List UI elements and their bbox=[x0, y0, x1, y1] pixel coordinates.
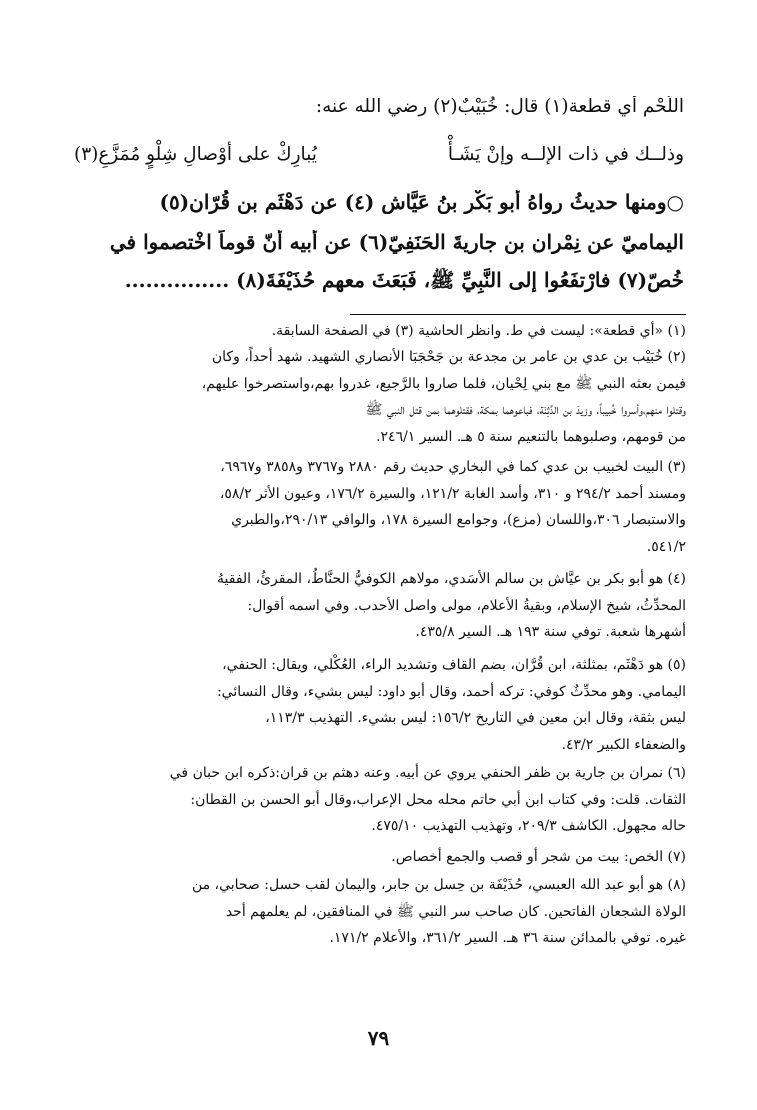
footnote-6: (٦) نمران بن جارية بن ظفر الحنفي يروي عن أبيه. وعنه دهثم بن قران:ذكره ابن حبان في الثقات. قلت: وفي كتاب ابن أبي حاتم محله محل الإعراب،وقال أبو الحسن بن القطان: حاله مجهول. الكاشف ٢٠٩/٣، وتهذيب التهذيب ٤٧٥/١٠. bbox=[169, 765, 686, 834]
footnote-7: (٧) الخص: بيت من شجر أو قصب والجمع أخصاص. bbox=[391, 849, 686, 865]
footnote-divider bbox=[350, 314, 686, 315]
paragraph-marker-icon: ○ bbox=[666, 190, 684, 214]
footnote-8: (٨) هو أبو عبد الله العبسي، حُذَيْفَة بن حِسل بن جابر، واليمان لقب حسل: صحابي، من الولاة الشجعان الفاتحين. كان صاحب سر النبي ﷺ في المنافقين، لم يعلمهم أحد غيره. توفي بالمدائن سنة ٣٦ هـ. السير ٣٦١/٢، والأعلام ١٧١/٢. bbox=[191, 877, 686, 946]
main-text-line-4: خُصّ(٧) فارْتفَعُوا إلى النَّبِيِّ ﷺ، فَبَعَثَ معهم حُذَيْفَةَ(٨) ............... bbox=[124, 268, 684, 292]
verse-hemistich-2: يُبارِكْ على أوْصالِ شِلْوٍ مُمَزَّعِ(٣) bbox=[74, 144, 317, 165]
footnote-1: (١) «أي قطعة»: ليست في ط. وانظر الحاشية (٣) في الصفحة السابقة. bbox=[271, 323, 686, 339]
footnote-5: (٥) هو دَهْثَم، بمثلثة، ابن قُرَّان، بضم القاف وتشديد الراء، العُكْلي، ويقال: الحنفي، اليمامي. وهو محدِّثٌ كوفي: تركه أحمد، وقال أبو داود: ليس بشيء، وقال النسائي: ليس بثقة، وقال ابن معين في التاريخ ١٥٦/٢: ليس بشيء. التهذيب ١١٣/٣، والضعفاء الكبير ٤٣/٢. bbox=[216, 657, 686, 753]
footnote-3: (٣) البيت لخبيب بن عدي كما في البخاري حديث رقم ٢٨٨٠ و٣٧٦٧ و٣٨٥٨ و٦٩٦٧، ومسند أحمد ٢٩٤/٢ و ٣١٠، وأسد الغابة ١٢١/٢، والسيرة ١٧٦/٢، وعيون الأثر ٥٨/٢، والاستبصار ٣٠٦،واللسان (مزع)، وجوامع السيرة ١٧٨، والوافي ٢٩٠/١٣،والطبري ٥٤١/٢. bbox=[219, 459, 686, 555]
footnote-4: (٤) هو أبو بكر بن عيَّاش بن سالم الأسَدي، مولاهم الكوفيُّ الحنَّاطُ، المقرئُ، الفقيهُ المحدِّثُ، شيخ الإسلام، وبقيةُ الأعلام، مولى واصل الأحدب. وفي اسمه أقوال: أشهرها شعبة. توفي سنة ١٩٣ هـ. السير ٤٣٥/٨. bbox=[217, 571, 686, 640]
poetry-verse bbox=[74, 144, 684, 174]
main-text-line-3: اليماميّ عن نِمْران بن جاريةَ الحَنَفِيّ(٦) عن أبيه أنّ قوماً اخْتصموا في bbox=[109, 230, 684, 254]
footnote-2: (٢) خُبَيْب بن عدي بن عامر بن مجدعة بن جَحْجَبَا الأنصاري الشهيد. شهد أحداً، وكان فيمن بعثه النبي ﷺ مع بني لِحْيان، فلما صاروا بالرَّجيع، غدروا بهم،واستصرخوا عليهم، وقتلوا منهم،وأسروا خُبيباً، وزيدَ بن الدَّثِنَة، فباعوهما بمكة، فقتلوهما بمن قتل النبي ﷺ من قومهم، وصلبوهما بالتنعيم سنة ٥ هـ. السير ٢٤٦/١. bbox=[201, 349, 686, 445]
verse-hemistich-1: وذلــك في ذات الإلــه وإنْ يَشَـأْ bbox=[447, 144, 684, 165]
page-number: ٧٩ bbox=[367, 1026, 390, 1050]
main-text-line-2: ○ومنها حديثُ رواهُ أبو بَكْرٍ بنُ عَيَّاش (٤) عن دَهْثَم بن قُرّان(٥) bbox=[159, 190, 684, 214]
main-text-line-1: اللَّحْم أي قطعة(١) قال: خُبَيْبٌ(٢) رضي الله عنه: bbox=[315, 96, 684, 117]
